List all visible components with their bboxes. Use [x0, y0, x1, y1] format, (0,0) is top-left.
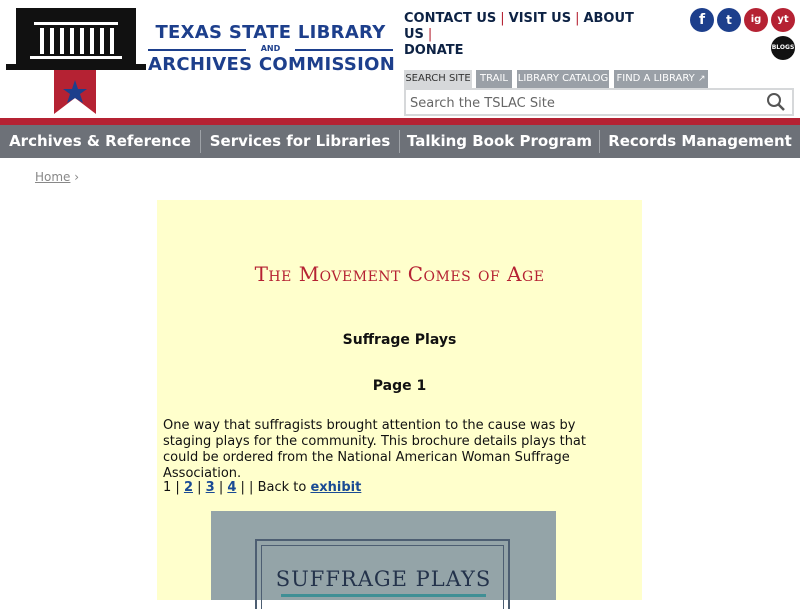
exhibit-link[interactable]: exhibit: [310, 480, 362, 495]
logo-line1: TEXAS STATE LIBRARY: [155, 22, 386, 43]
separator: |: [575, 11, 580, 26]
blogs-icon[interactable]: [771, 36, 795, 60]
search-button[interactable]: [766, 92, 788, 114]
tab-trail[interactable]: TRAIL: [476, 70, 512, 88]
nav-item-records[interactable]: Records Management: [608, 132, 792, 150]
logo-line2: ARCHIVES COMMISSION: [148, 54, 396, 75]
youtube-glyph: yt: [777, 14, 789, 25]
nav-item-talking-book[interactable]: Talking Book Program: [406, 132, 593, 150]
page-subtitle: Suffrage Plays: [342, 332, 457, 348]
search-icon: [766, 92, 786, 112]
description-paragraph: One way that suffragists brought attention to the cause was by staging plays for the community. This brochure details plays that could be ordered from the National American Woman Suffrage Association.: [163, 418, 586, 481]
page-title: The Movement Comes of Age: [254, 262, 545, 286]
youtube-icon[interactable]: [771, 8, 795, 32]
breadcrumb-home[interactable]: Home: [35, 170, 71, 184]
tab-find-a-library[interactable]: [614, 70, 708, 88]
capitol-building-icon: [6, 8, 146, 118]
logo-text: [148, 22, 396, 76]
separator: |: [427, 27, 433, 42]
top-links: [404, 11, 664, 59]
about-us-link[interactable]: ABOUT US: [404, 11, 634, 42]
external-link-icon: ↗: [697, 74, 706, 84]
cover-rule: [281, 594, 486, 597]
content-panel: [157, 200, 642, 600]
header-accent-bar: [0, 118, 800, 125]
logo-and: AND: [148, 44, 393, 54]
pager-link-2[interactable]: 2: [183, 480, 193, 495]
twitter-icon[interactable]: [717, 8, 741, 32]
main-nav: [0, 125, 800, 158]
instagram-glyph: ig: [750, 14, 762, 25]
instagram-icon[interactable]: [744, 8, 768, 32]
donate-link[interactable]: DONATE: [404, 43, 464, 58]
nav-item-services[interactable]: Services for Libraries: [209, 132, 391, 150]
tab-search-site[interactable]: SEARCH SITE: [404, 70, 472, 88]
cover-title: SUFFRAGE PLAYS: [275, 567, 492, 591]
back-to-text: Back to: [257, 480, 307, 495]
contact-us-link[interactable]: CONTACT US: [404, 11, 497, 26]
twitter-glyph: t: [726, 13, 732, 27]
search-box: [404, 88, 794, 116]
blogs-glyph: BLOGS: [771, 44, 795, 51]
brochure-cover-image: [211, 511, 556, 600]
pager-current: 1: [163, 480, 172, 495]
breadcrumb-separator: ›: [74, 170, 80, 184]
nav-item-archives[interactable]: Archives & Reference: [9, 132, 191, 150]
visit-us-link[interactable]: VISIT US: [508, 11, 572, 26]
pager-link-3[interactable]: 3: [205, 480, 215, 495]
separator: |: [500, 11, 505, 26]
tab-library-catalog[interactable]: LIBRARY CATALOG: [517, 70, 609, 88]
tab-find-a-library-label: FIND A LIBRARY: [616, 73, 695, 84]
facebook-icon[interactable]: [690, 8, 714, 32]
search-input[interactable]: [410, 93, 760, 113]
pager-link-4[interactable]: 4: [227, 480, 237, 495]
pager: 1 | 2 | 3 | 4 | | Back to exhibit: [163, 480, 362, 495]
page-number-heading: Page 1: [372, 378, 427, 394]
site-logo[interactable]: [0, 0, 400, 118]
facebook-glyph: f: [698, 12, 706, 28]
breadcrumb: [35, 170, 79, 184]
